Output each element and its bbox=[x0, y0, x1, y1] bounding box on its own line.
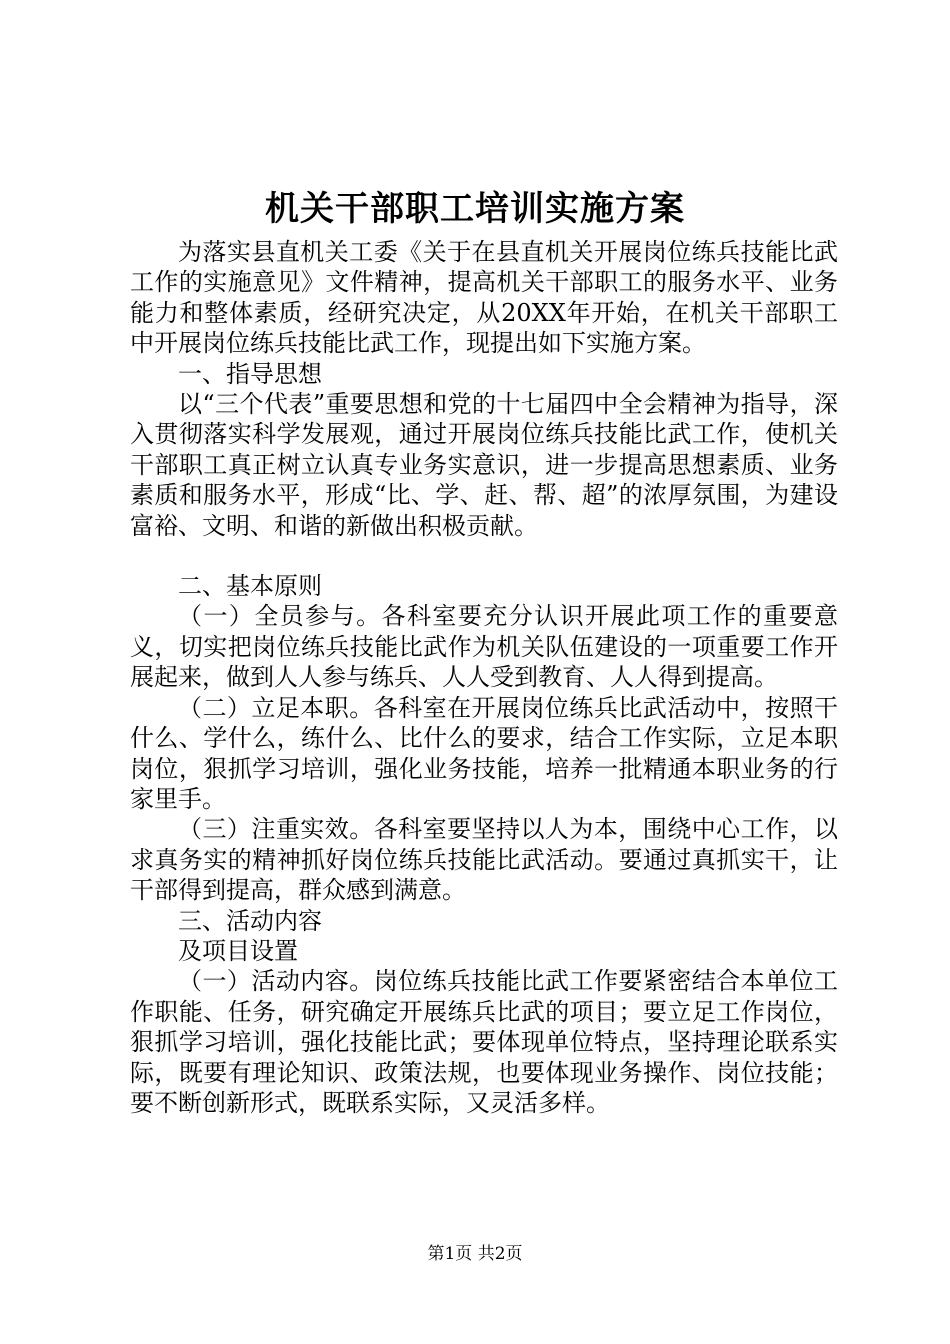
heading-project-setup: 及项目设置 bbox=[178, 936, 298, 965]
heading-activity-content: 三、活动内容 bbox=[178, 906, 322, 935]
heading-basic-principles: 二、基本原则 bbox=[178, 572, 322, 601]
document-body bbox=[130, 237, 838, 1118]
paragraph-intro: 为落实县直机关工委《关于在县直机关开展岗位练兵技能比武工作的实施意见》文件精神，提高机关干部职工的服务水平、业务能力和整体素质，经研究决定，从20XX年开始，在机关干部职工中开展岗位练兵技能比武工作，现提出如下实施方案。 bbox=[130, 238, 838, 358]
document-title: 机关干部职工培训实施方案 bbox=[265, 189, 685, 229]
heading-guiding-ideology: 一、指导思想 bbox=[178, 359, 322, 388]
paragraph-activity-content: （一）活动内容。岗位练兵技能比武工作要紧密结合本单位工作职能、任务，研究确定开展练兵比武的项目；要立足工作岗位，狠抓学习培训，强化技能比武；要体现单位特点，坚持理论联系实际，既要有理论知识、政策法规，也要体现业务操作、岗位技能；要不断创新形式，既联系实际，又灵活多样。 bbox=[130, 967, 838, 1117]
paragraph-guiding-ideology: 以“三个代表”重要思想和党的十七届四中全会精神为指导，深入贯彻落实科学发展观，通过开展岗位练兵技能比武工作，使机关干部职工真正树立认真专业务实意识，进一步提高思想素质、业务素质和服务水平，形成“比、学、赶、帮、超”的浓厚氛围，为建设富裕、文明、和谐的新做出积极贡献。 bbox=[130, 390, 838, 540]
paragraph-principle-2: （二）立足本职。各科室在开展岗位练兵比武活动中，按照干什么、学什么，练什么、比什么的要求，结合工作实际，立足本职岗位，狠抓学习培训，强化业务技能，培养一批精通本职业务的行家里手。 bbox=[130, 693, 838, 813]
paragraph-principle-3: （三）注重实效。各科室要坚持以人为本，围绕中心工作，以求真务实的精神抓好岗位练兵技能比武活动。要通过真抓实干，让干部得到提高，群众感到满意。 bbox=[130, 815, 838, 905]
paragraph-principle-1: （一）全员参与。各科室要充分认识开展此项工作的重要意义，切实把岗位练兵技能比武作为机关队伍建设的一项重要工作开展起来，做到人人参与练兵、人人受到教育、人人得到提高。 bbox=[130, 602, 838, 692]
paragraph-spacer bbox=[130, 541, 838, 571]
page-footer: 第1页 共2页 bbox=[427, 1244, 523, 1264]
